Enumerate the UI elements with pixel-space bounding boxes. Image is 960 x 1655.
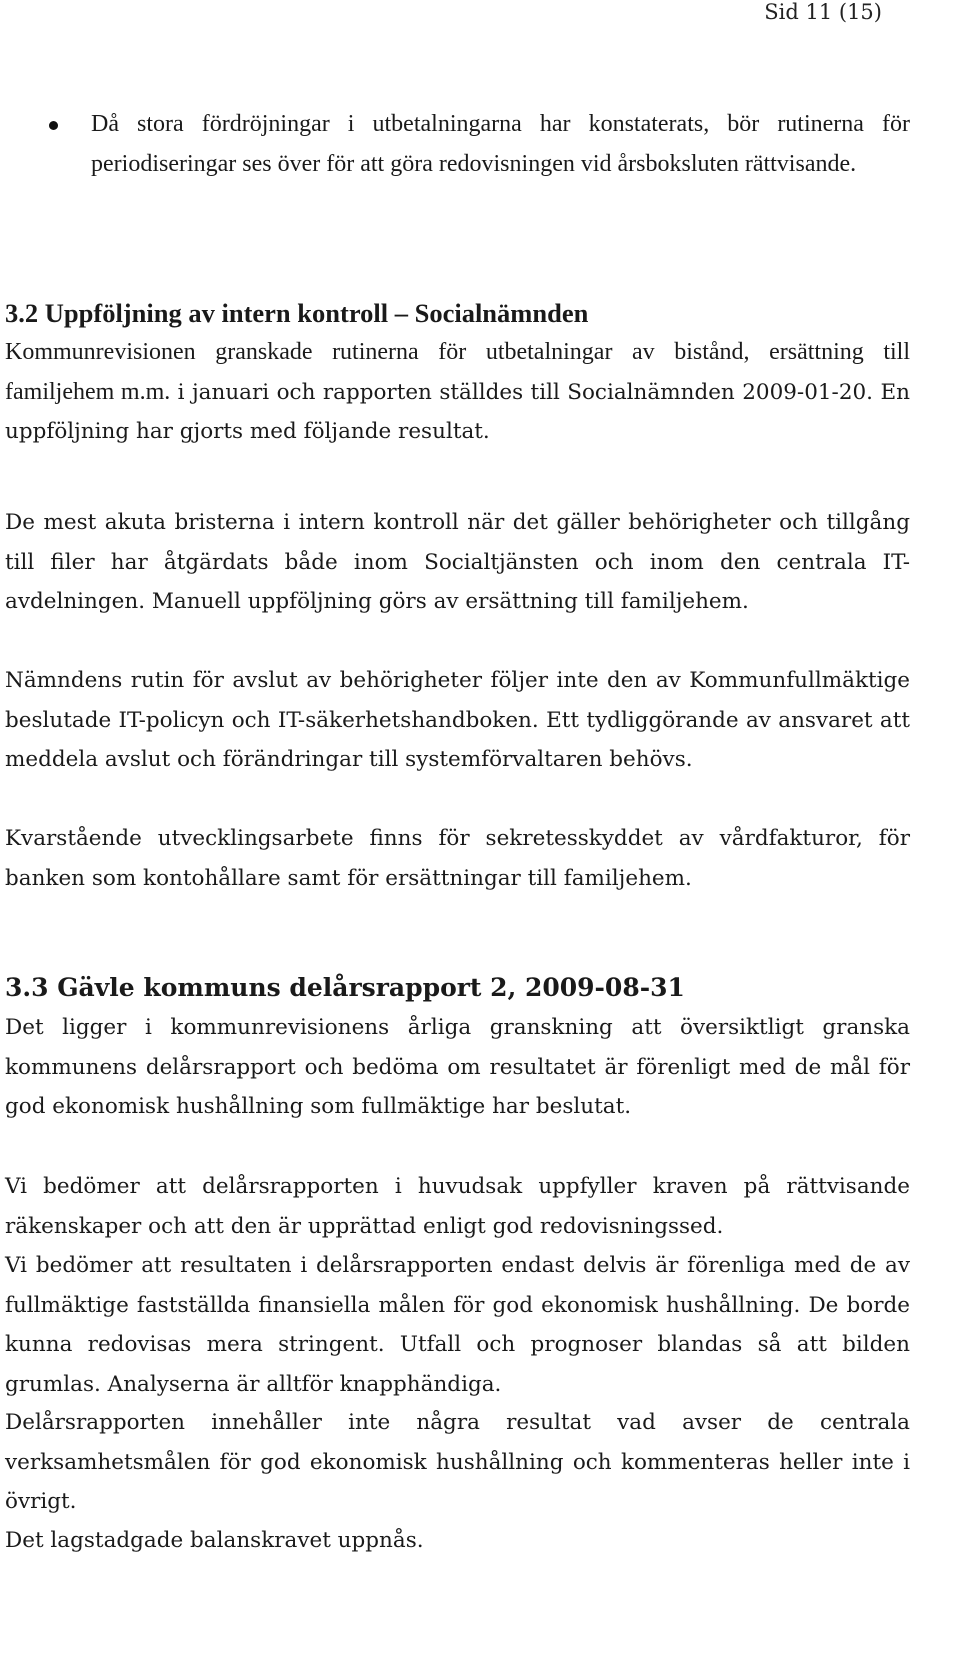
section-3-2-intro <box>5 333 910 452</box>
section-3-3-paragraph: Det ligger i kommunrevisionens årliga granskning att översiktligt granska kommunens delårsrapport och bedöma om resultatet är förenligt med de mål för god ekonomisk hushållning som fullmäktige har beslutat. <box>5 1015 910 1119</box>
intro-text-rest: i januari och rapporten ställdes till Socialnämnden 2009-01-20. En uppföljning har gjorts med följande resultat. <box>5 379 910 444</box>
section-3-2-paragraph: De mest akuta bristerna i intern kontroll när det gäller behörigheter och tillgång till filer har åtgärdats både inom Socialtjänsten och inom den centrala IT-avdelningen. Manuell uppföljning görs av ersättning till familjehem. <box>5 510 910 614</box>
section-heading-3-3: 3.3 Gävle kommuns delårsrapport 2, 2009-08-31 <box>5 973 685 1002</box>
page-number: Sid 11 (15) <box>764 0 882 24</box>
section-3-2-paragraph: Kvarstående utvecklingsarbete finns för sekretesskyddet av vårdfakturor, för banken som kontohållare samt för ersättningar till familjehem. <box>5 826 910 891</box>
section-3-3-paragraph: Vi bedömer att delårsrapporten i huvudsak uppfyller kraven på rättvisande räkenskaper och att den är upprättad enligt god redovisningssed. <box>5 1174 910 1239</box>
section-3-3-paragraph: Vi bedömer att resultaten i delårsrapporten endast delvis är förenliga med de av fullmäktige fastställda finansiella målen för god ekonomisk hushållning. De borde kunna redovisas mera stringent. Utfall och prognoser blandas så att bilden grumlas. Analyserna är alltför knapphändiga. <box>5 1253 910 1397</box>
list-item-text: Då stora fördröjningar i utbetalningarna har konstaterats, bör rutinerna för periodiseringar ses över för att göra redovisningen vid årsboksluten rättvisande. <box>91 111 910 177</box>
section-3-2-paragraph: Nämndens rutin för avslut av behörigheter följer inte den av Kommunfullmäktige beslutade IT-policyn och IT-säkerhetshandboken. Ett tydliggörande av ansvaret att meddela avslut och förändringar till systemförvaltaren behövs. <box>5 668 910 772</box>
list-item <box>0 104 910 184</box>
section-heading-3-2: 3.2 Uppföljning av intern kontroll – Socialnämnden <box>5 298 589 328</box>
bullet-icon <box>49 121 58 130</box>
intro-text-serif: Kommunrevisionen granskade rutinerna för utbetalningar av bistånd, ersättning till familjehem m.m. <box>5 339 910 405</box>
recommendation-list <box>0 104 910 184</box>
section-3-3-paragraph: Det lagstadgade balanskravet uppnås. <box>5 1528 424 1553</box>
section-3-3-paragraph: Delårsrapporten innehåller inte några resultat vad avser de centrala verksamhetsmålen för god ekonomisk hushållning och kommenteras heller inte i övrigt. <box>5 1410 910 1514</box>
